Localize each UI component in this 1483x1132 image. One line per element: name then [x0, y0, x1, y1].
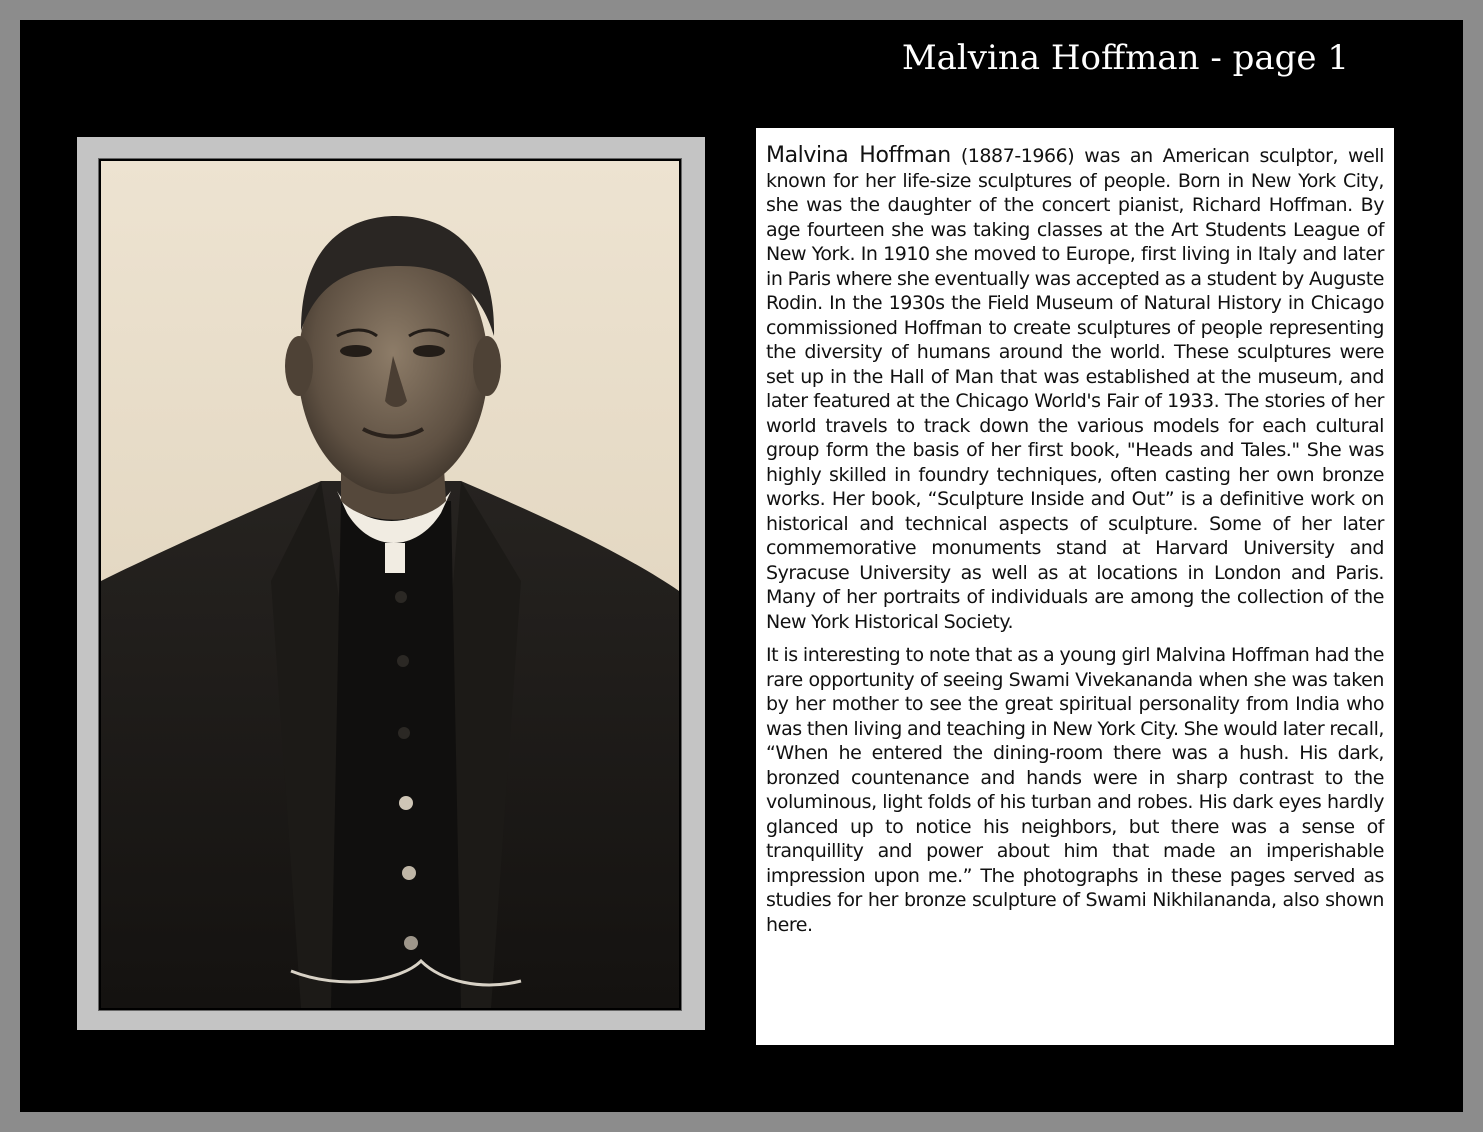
subject-name: Malvina Hoffman: [766, 143, 951, 168]
biography-paragraph-2: It is interesting to note that as a young girl Malvina Hoffman had the rare opportunity of seeing Swami Vivekananda when she was taken by her mother to see the great spiritual personality from India who was then living and teaching in New York City. She would later recall, “When he entered the dining-room there was a hush. His dark, bronzed countenance and hands were in sharp contrast to the voluminous, light folds of his turban and robes. His dark eyes hardly glanced up to notice his neighbors, but there was a sense of tranquillity and power about him that made an imperishable impression upon me.” The photographs in these pages served as studies for her bronze sculpture of Swami Nikhilananda, also shown here.: [766, 644, 1384, 936]
portrait-photo-icon: [101, 161, 679, 1008]
photo-mat: [77, 137, 705, 1030]
page-frame: [20, 20, 1463, 1112]
biography-panel: [756, 128, 1394, 1045]
biography-paragraph-1: [766, 144, 1384, 634]
portrait-photo: [99, 159, 681, 1010]
biography-paragraph-1-text: (1887-1966) was an American sculptor, well known for her life-size sculptures of people. Born in New York City, she was the daughter of the concert pianist, Richard Hoffman. By age fourteen she was taking classes at the Art Students League of New York. In 1910 she moved to Europe, first living in Italy and later in Paris where she eventually was accepted as a student by Auguste Rodin. In the 1930s the Field Museum of Natural History in Chicago commissioned Hoffman to create sculptures of people representing the diversity of humans around the world. These sculptures were set up in the Hall of Man that was established at the museum, and later featured at the Chicago World's Fair of 1933. The stories of her world travels to track down the various models for each cultural group form the basis of her first book, "Heads and Tales." She was highly skilled in foundry techniques, often casting her own bronze works. Her book, “Sculpture Inside and Out” is a definitive work on historical and technical aspects of sculpture. Some of her later commemorative monuments stand at Harvard University and Syracuse University as well as at locations in London and Paris. Many of her portraits of individuals are among the collection of the New York Historical Society.: [766, 145, 1384, 633]
page-title: Malvina Hoffman - page 1: [901, 38, 1349, 78]
